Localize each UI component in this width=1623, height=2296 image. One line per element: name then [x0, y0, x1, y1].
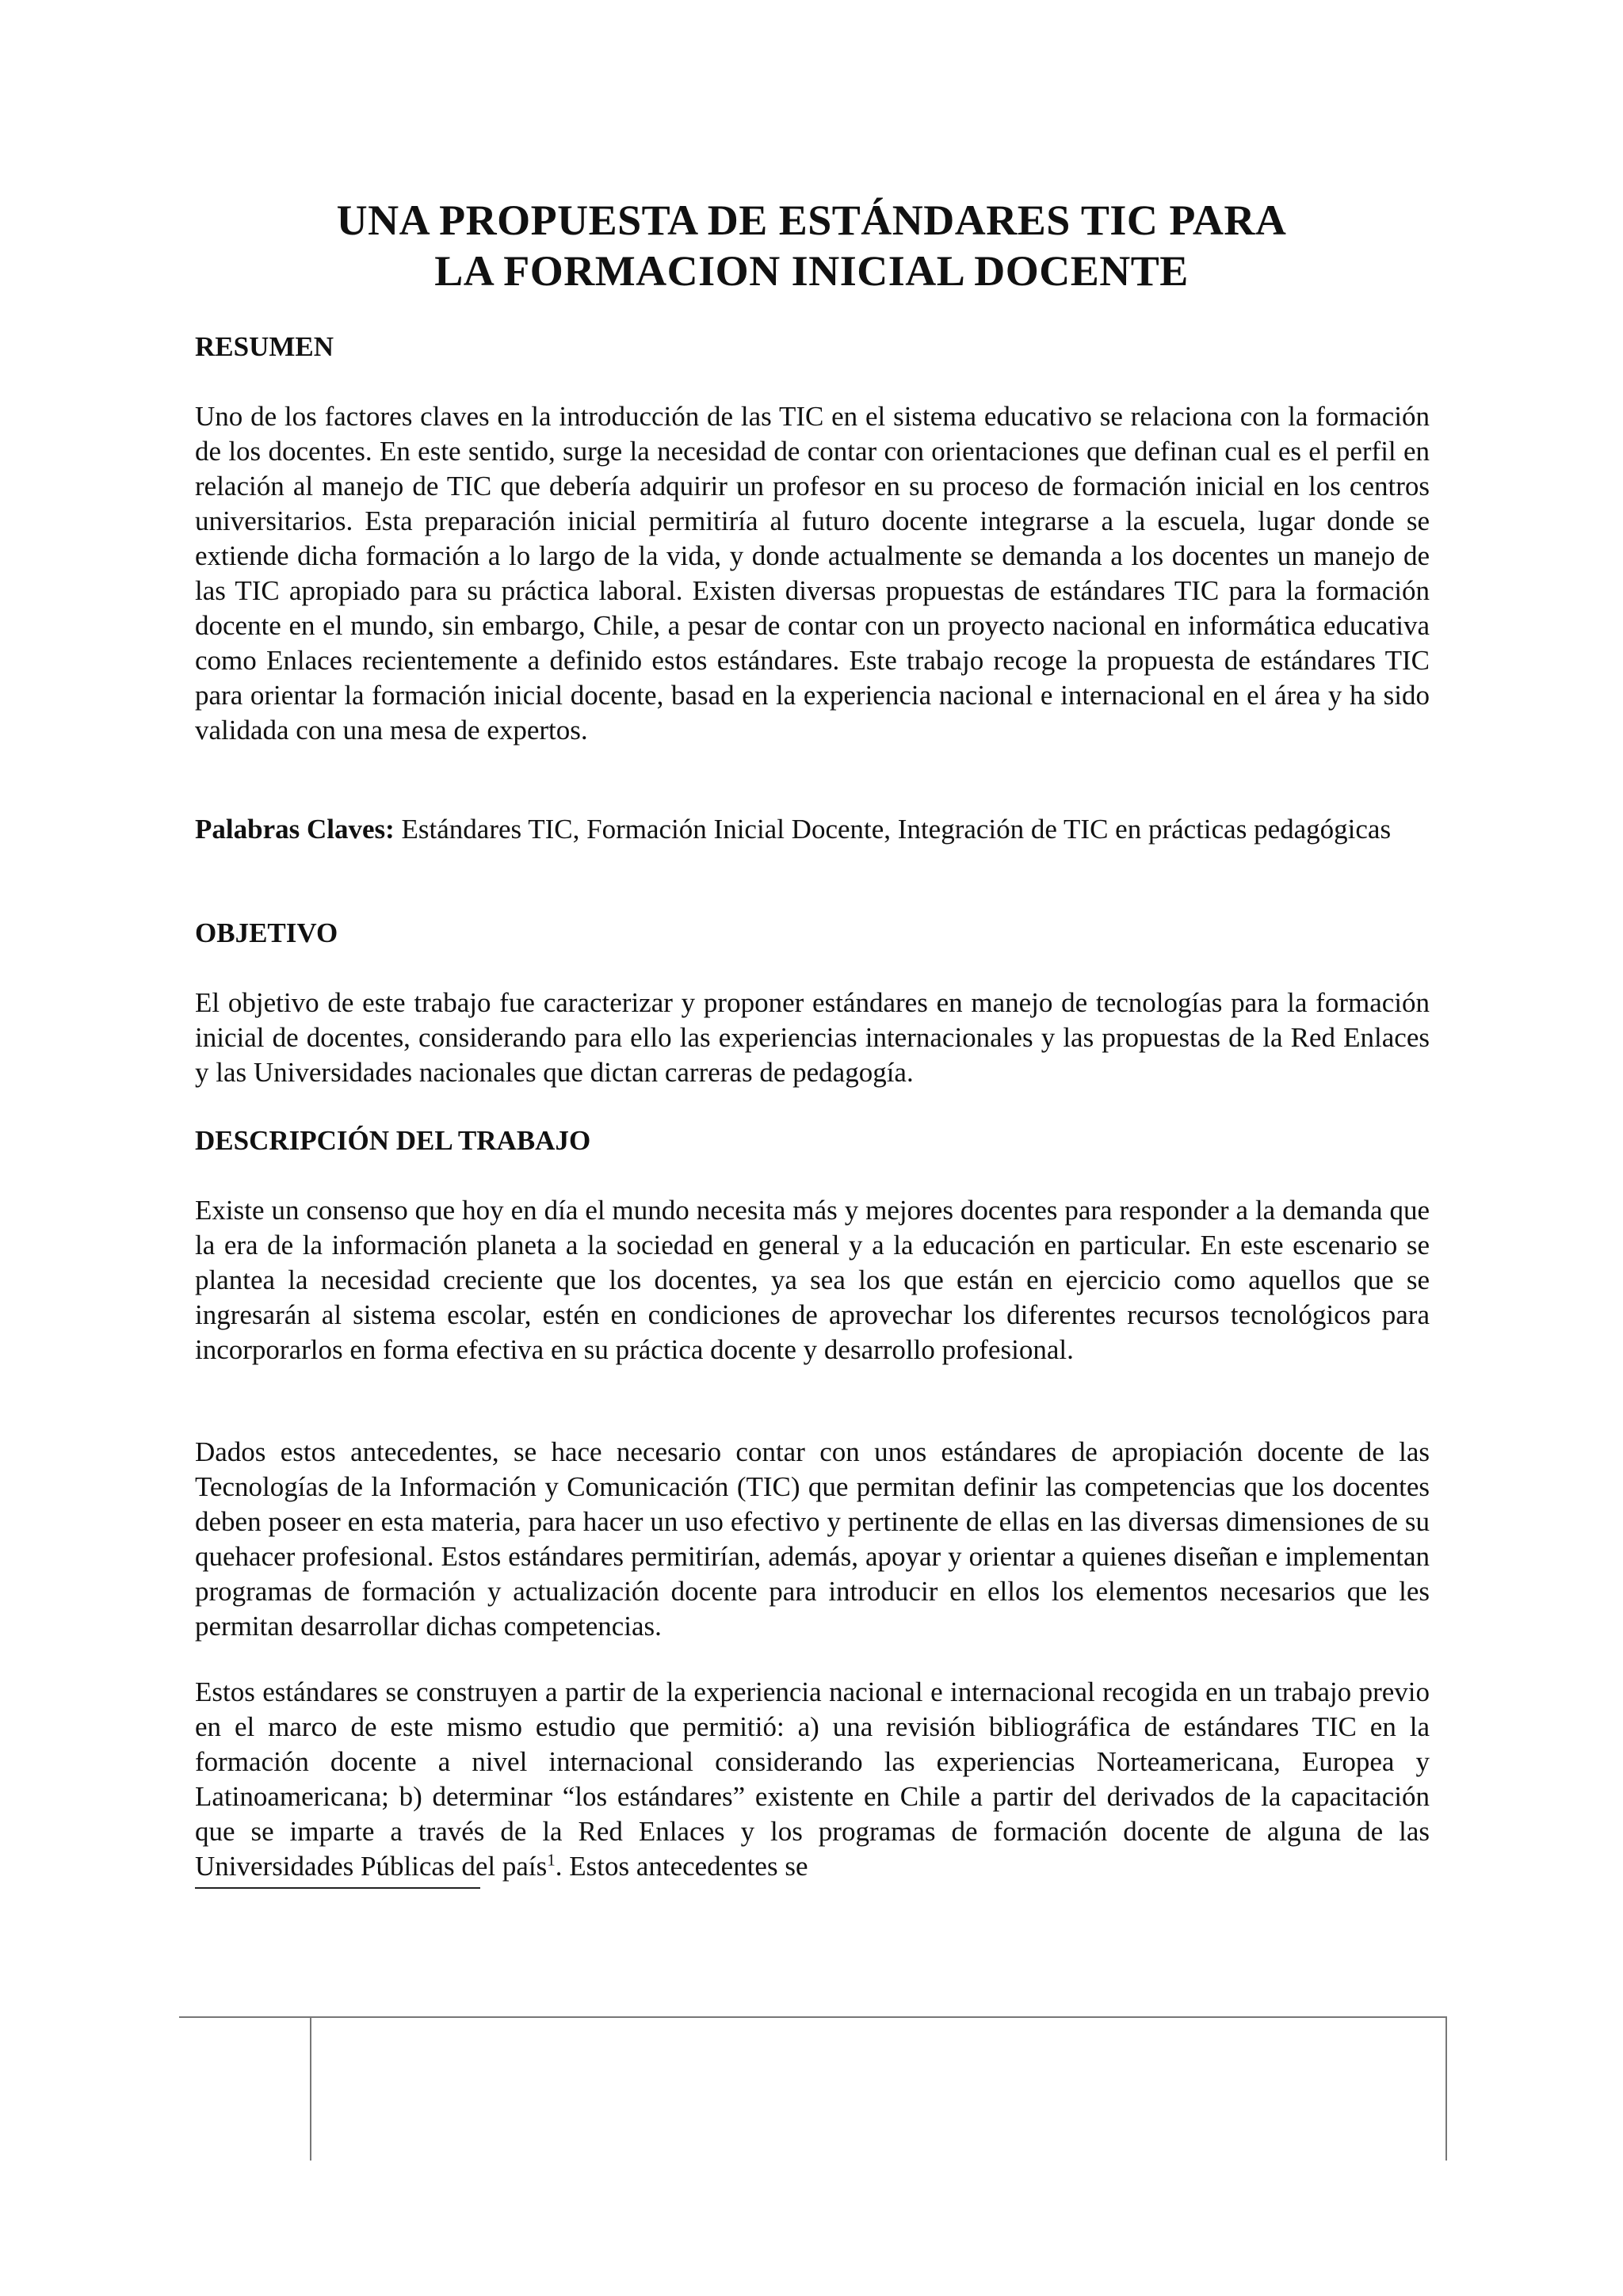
footer-left-column-border: [310, 2018, 311, 2161]
resumen-heading: RESUMEN: [195, 331, 334, 362]
descripcion-heading: DESCRIPCIÓN DEL TRABAJO: [195, 1125, 591, 1156]
objetivo-heading: OBJETIVO: [195, 917, 338, 948]
resumen-paragraph: Uno de los factores claves en la introducción de las TIC en el sistema educativo se relaciona con la formación de los docentes. En este sentido, surge la necesidad de contar con orientaciones que definan cual es el perfil en relación al manejo de TIC que debería adquirir un profesor en su proceso de formación inicial en los centros universitarios. Esta preparación inicial permitiría al futuro docente integrarse a la escuela, lugar donde se extiende dicha formación a lo largo de la vida, y donde actualmente se demanda a los docentes un manejo de las TIC apropiado para su práctica laboral. Existen diversas propuestas de estándares TIC para la formación docente en el mundo, sin embargo, Chile, a pesar de contar con un proyecto nacional en informática educativa como Enlaces recientemente a definido estos estándares. Este trabajo recoge la propuesta de estándares TIC para orientar la formación inicial docente, basad en la experiencia nacional e internacional en el área y ha sido validada con una mesa de expertos.: [195, 401, 1430, 746]
keywords-label: Palabras Claves:: [195, 814, 395, 845]
keywords-text: Estándares TIC, Formación Inicial Docente, Integración de TIC en prácticas pedagógicas: [394, 814, 1392, 845]
descripcion-paragraph-2: Dados estos antecedentes, se hace necesario contar con unos estándares de apropiación docente de las Tecnologías de la Información y Comunicación (TIC) que permitan definir las competencias que los docentes deben poseer en esta materia, para hacer un uso efectivo y pertinente de ellas en las diversas dimensiones de su quehacer profesional. Estos estándares permitirían, además, apoyar y orientar a quienes diseñan e implementan programas de formación y actualización docente para introducir en ellos los elementos necesarios que les permitan desarrollar dichas competencias.: [195, 1436, 1430, 1642]
descripcion-paragraph-3-end: . Estos antecedentes se: [555, 1851, 808, 1882]
descripcion-paragraph-1: Existe un consenso que hoy en día el mundo necesita más y mejores docentes para responder a la demanda que la era de la información planeta a la sociedad en general y a la educación en particular. En este escenario se plantea la necesidad creciente que los docentes, ya sea los que están en ejercicio como aquellos que se ingresarán al sistema escolar, estén en condiciones de aprovechar los diferentes recursos tecnológicos para incorporarlos en forma efectiva en su práctica docente y desarrollo profesional.: [195, 1195, 1430, 1365]
footnote-divider: [195, 1887, 480, 1889]
footnote-reference[interactable]: 1: [547, 1850, 556, 1870]
document-title-line-1: UNA PROPUESTA DE ESTÁNDARES TIC PARA: [336, 196, 1287, 244]
footer-right-column-border: [1445, 2018, 1447, 2161]
descripcion-paragraph-3-text: Estos estándares se construyen a partir de la experiencia nacional e internacional recogida en un trabajo previo en el marco de este mismo estudio que permitió: a) una revisión bibliográfica de estándares TIC en la formación docente a nivel internacional considerando las experiencias Norteamericana, Europea y Latinoamericana; b) determinar “los estándares” existente en Chile a partir del derivados de la capacitación que se imparte a través de la Red Enlaces y los programas de formación docente de alguna de las Universidades Públicas del país: [195, 1676, 1430, 1882]
keywords-paragraph: [195, 812, 1430, 847]
descripcion-paragraph-3: [195, 1675, 1430, 1884]
document-title-line-2: LA FORMACION INICIAL DOCENTE: [434, 247, 1189, 295]
footer-divider: [179, 2016, 1447, 2018]
objetivo-paragraph: El objetivo de este trabajo fue caracterizar y proponer estándares en manejo de tecnologías para la formación inicial de docentes, considerando para ello las experiencias internacionales y las propuestas de la Red Enlaces y las Universidades nacionales que dictan carreras de pedagogía.: [195, 987, 1430, 1088]
